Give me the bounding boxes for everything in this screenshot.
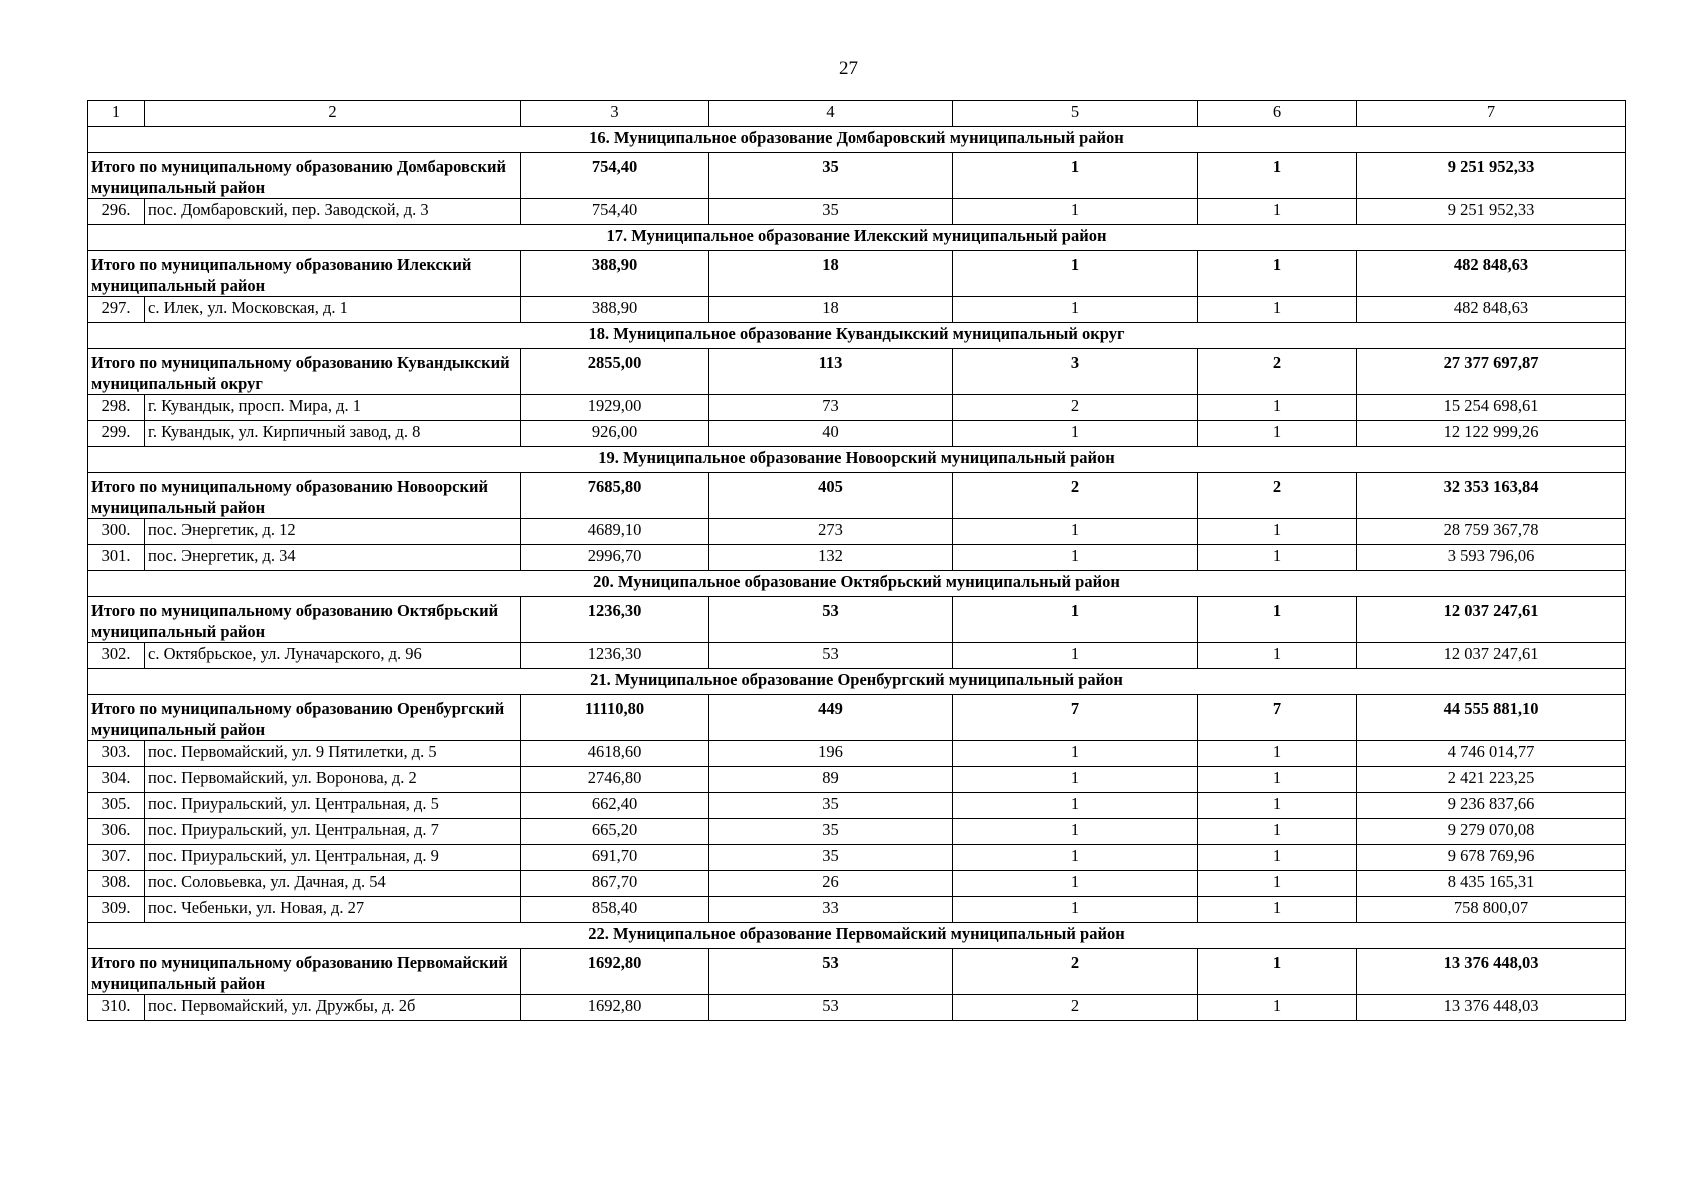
- table-row: [88, 819, 1626, 845]
- table-row: [88, 767, 1626, 793]
- total-c7: 12 037 247,61: [1357, 597, 1626, 643]
- row-c7: 8 435 165,31: [1357, 871, 1626, 897]
- column-number: 3: [521, 101, 709, 127]
- row-c4: 196: [709, 741, 953, 767]
- section-header-row: [88, 571, 1626, 597]
- row-address: пос. Первомайский, ул. Дружбы, д. 2б: [145, 995, 521, 1021]
- row-number: 298.: [88, 395, 145, 421]
- total-c3: 754,40: [521, 153, 709, 199]
- row-c6: 1: [1198, 545, 1357, 571]
- row-c4: 35: [709, 199, 953, 225]
- row-c5: 1: [953, 199, 1198, 225]
- row-address: г. Кувандык, ул. Кирпичный завод, д. 8: [145, 421, 521, 447]
- row-c7: 28 759 367,78: [1357, 519, 1626, 545]
- row-number: 306.: [88, 819, 145, 845]
- row-c3: 388,90: [521, 297, 709, 323]
- row-c7: 9 236 837,66: [1357, 793, 1626, 819]
- section-header-row: [88, 923, 1626, 949]
- row-number: 299.: [88, 421, 145, 447]
- row-c7: 3 593 796,06: [1357, 545, 1626, 571]
- row-address: пос. Чебеньки, ул. Новая, д. 27: [145, 897, 521, 923]
- row-c5: 2: [953, 395, 1198, 421]
- row-c7: 758 800,07: [1357, 897, 1626, 923]
- row-c3: 754,40: [521, 199, 709, 225]
- row-c3: 1929,00: [521, 395, 709, 421]
- row-c4: 53: [709, 643, 953, 669]
- row-c4: 33: [709, 897, 953, 923]
- section-title: 17. Муниципальное образование Илекский муниципальный район: [88, 225, 1626, 251]
- total-c3: 1692,80: [521, 949, 709, 995]
- row-c4: 273: [709, 519, 953, 545]
- table-row: [88, 845, 1626, 871]
- page-number: 27: [839, 58, 858, 79]
- row-address: г. Кувандык, просп. Мира, д. 1: [145, 395, 521, 421]
- row-number: 303.: [88, 741, 145, 767]
- row-c5: 1: [953, 741, 1198, 767]
- housing-table: [87, 100, 1626, 1021]
- table-row: [88, 297, 1626, 323]
- row-c4: 35: [709, 793, 953, 819]
- row-c4: 53: [709, 995, 953, 1021]
- table-row: [88, 871, 1626, 897]
- row-c6: 1: [1198, 643, 1357, 669]
- total-c7: 482 848,63: [1357, 251, 1626, 297]
- row-c6: 1: [1198, 395, 1357, 421]
- total-row: [88, 251, 1626, 297]
- row-c6: 1: [1198, 741, 1357, 767]
- total-c6: 1: [1198, 949, 1357, 995]
- total-label: Итого по муниципальному образованию Новоорский муниципальный район: [88, 473, 521, 519]
- table-row: [88, 741, 1626, 767]
- section-title: 16. Муниципальное образование Домбаровский муниципальный район: [88, 127, 1626, 153]
- total-row: [88, 153, 1626, 199]
- row-c5: 1: [953, 819, 1198, 845]
- row-address: пос. Приуральский, ул. Центральная, д. 7: [145, 819, 521, 845]
- row-c5: 1: [953, 643, 1198, 669]
- row-c5: 1: [953, 545, 1198, 571]
- column-number-row: [88, 101, 1626, 127]
- total-c7: 44 555 881,10: [1357, 695, 1626, 741]
- row-c7: 15 254 698,61: [1357, 395, 1626, 421]
- row-c7: 12 037 247,61: [1357, 643, 1626, 669]
- column-number: 5: [953, 101, 1198, 127]
- row-address: пос. Первомайский, ул. 9 Пятилетки, д. 5: [145, 741, 521, 767]
- section-title: 20. Муниципальное образование Октябрьский муниципальный район: [88, 571, 1626, 597]
- total-row: [88, 349, 1626, 395]
- table-row: [88, 897, 1626, 923]
- total-row: [88, 473, 1626, 519]
- total-c7: 27 377 697,87: [1357, 349, 1626, 395]
- total-row: [88, 695, 1626, 741]
- row-number: 297.: [88, 297, 145, 323]
- table-row: [88, 995, 1626, 1021]
- table-row: [88, 421, 1626, 447]
- row-c7: 13 376 448,03: [1357, 995, 1626, 1021]
- section-title: 22. Муниципальное образование Первомайский муниципальный район: [88, 923, 1626, 949]
- total-c4: 18: [709, 251, 953, 297]
- row-c4: 35: [709, 845, 953, 871]
- row-c6: 1: [1198, 897, 1357, 923]
- column-number: 6: [1198, 101, 1357, 127]
- row-c3: 2996,70: [521, 545, 709, 571]
- total-c5: 1: [953, 153, 1198, 199]
- total-c3: 388,90: [521, 251, 709, 297]
- row-c5: 1: [953, 297, 1198, 323]
- row-number: 307.: [88, 845, 145, 871]
- total-c4: 113: [709, 349, 953, 395]
- row-c7: 2 421 223,25: [1357, 767, 1626, 793]
- row-number: 308.: [88, 871, 145, 897]
- row-number: 304.: [88, 767, 145, 793]
- row-c3: 4689,10: [521, 519, 709, 545]
- row-number: 296.: [88, 199, 145, 225]
- row-c6: 1: [1198, 199, 1357, 225]
- row-c5: 1: [953, 897, 1198, 923]
- row-number: 301.: [88, 545, 145, 571]
- total-label: Итого по муниципальному образованию Первомайский муниципальный район: [88, 949, 521, 995]
- total-c6: 1: [1198, 153, 1357, 199]
- row-c7: 9 251 952,33: [1357, 199, 1626, 225]
- row-c5: 1: [953, 845, 1198, 871]
- total-c5: 7: [953, 695, 1198, 741]
- row-c5: 1: [953, 519, 1198, 545]
- section-header-row: [88, 225, 1626, 251]
- row-c6: 1: [1198, 421, 1357, 447]
- table-row: [88, 519, 1626, 545]
- total-c6: 7: [1198, 695, 1357, 741]
- total-label: Итого по муниципальному образованию Домбаровский муниципальный район: [88, 153, 521, 199]
- total-row: [88, 597, 1626, 643]
- total-c3: 7685,80: [521, 473, 709, 519]
- total-c5: 1: [953, 251, 1198, 297]
- row-number: 305.: [88, 793, 145, 819]
- row-c6: 1: [1198, 297, 1357, 323]
- row-c3: 2746,80: [521, 767, 709, 793]
- row-address: пос. Первомайский, ул. Воронова, д. 2: [145, 767, 521, 793]
- row-c3: 926,00: [521, 421, 709, 447]
- row-c4: 26: [709, 871, 953, 897]
- row-c6: 1: [1198, 871, 1357, 897]
- total-c5: 1: [953, 597, 1198, 643]
- section-header-row: [88, 127, 1626, 153]
- section-header-row: [88, 323, 1626, 349]
- total-c4: 405: [709, 473, 953, 519]
- row-c7: 12 122 999,26: [1357, 421, 1626, 447]
- total-c4: 53: [709, 597, 953, 643]
- row-number: 310.: [88, 995, 145, 1021]
- total-c7: 32 353 163,84: [1357, 473, 1626, 519]
- row-c5: 1: [953, 793, 1198, 819]
- row-c4: 132: [709, 545, 953, 571]
- row-address: с. Октябрьское, ул. Луначарского, д. 96: [145, 643, 521, 669]
- row-number: 309.: [88, 897, 145, 923]
- row-c6: 1: [1198, 519, 1357, 545]
- total-c6: 1: [1198, 597, 1357, 643]
- section-header-row: [88, 669, 1626, 695]
- total-c5: 2: [953, 949, 1198, 995]
- total-c3: 11110,80: [521, 695, 709, 741]
- total-row: [88, 949, 1626, 995]
- total-label: Итого по муниципальному образованию Оренбургский муниципальный район: [88, 695, 521, 741]
- row-c3: 4618,60: [521, 741, 709, 767]
- total-c4: 53: [709, 949, 953, 995]
- column-number: 1: [88, 101, 145, 127]
- row-c5: 2: [953, 995, 1198, 1021]
- row-c3: 691,70: [521, 845, 709, 871]
- row-c4: 35: [709, 819, 953, 845]
- row-c7: 9 279 070,08: [1357, 819, 1626, 845]
- row-address: пос. Энергетик, д. 12: [145, 519, 521, 545]
- table-row: [88, 643, 1626, 669]
- total-c6: 2: [1198, 349, 1357, 395]
- total-c4: 35: [709, 153, 953, 199]
- section-title: 21. Муниципальное образование Оренбургский муниципальный район: [88, 669, 1626, 695]
- total-label: Итого по муниципальному образованию Октябрьский муниципальный район: [88, 597, 521, 643]
- row-c3: 1692,80: [521, 995, 709, 1021]
- column-number: 2: [145, 101, 521, 127]
- section-title: 18. Муниципальное образование Кувандыкский муниципальный округ: [88, 323, 1626, 349]
- row-c4: 40: [709, 421, 953, 447]
- row-c4: 89: [709, 767, 953, 793]
- row-number: 302.: [88, 643, 145, 669]
- total-c6: 2: [1198, 473, 1357, 519]
- row-number: 300.: [88, 519, 145, 545]
- row-address: пос. Приуральский, ул. Центральная, д. 5: [145, 793, 521, 819]
- row-c7: 482 848,63: [1357, 297, 1626, 323]
- total-label: Итого по муниципальному образованию Илекский муниципальный район: [88, 251, 521, 297]
- row-c6: 1: [1198, 995, 1357, 1021]
- column-number: 4: [709, 101, 953, 127]
- row-c5: 1: [953, 421, 1198, 447]
- table-row: [88, 199, 1626, 225]
- total-c3: 1236,30: [521, 597, 709, 643]
- total-c6: 1: [1198, 251, 1357, 297]
- total-c5: 3: [953, 349, 1198, 395]
- row-c6: 1: [1198, 819, 1357, 845]
- row-c3: 665,20: [521, 819, 709, 845]
- total-c5: 2: [953, 473, 1198, 519]
- total-c7: 9 251 952,33: [1357, 153, 1626, 199]
- row-c3: 858,40: [521, 897, 709, 923]
- table-body: [88, 101, 1626, 1021]
- row-c7: 4 746 014,77: [1357, 741, 1626, 767]
- row-c6: 1: [1198, 793, 1357, 819]
- row-c3: 662,40: [521, 793, 709, 819]
- section-header-row: [88, 447, 1626, 473]
- row-c6: 1: [1198, 845, 1357, 871]
- row-c4: 73: [709, 395, 953, 421]
- table-row: [88, 793, 1626, 819]
- table-row: [88, 545, 1626, 571]
- row-c7: 9 678 769,96: [1357, 845, 1626, 871]
- table-row: [88, 395, 1626, 421]
- row-address: пос. Соловьевка, ул. Дачная, д. 54: [145, 871, 521, 897]
- row-c6: 1: [1198, 767, 1357, 793]
- row-c3: 867,70: [521, 871, 709, 897]
- row-address: с. Илек, ул. Московская, д. 1: [145, 297, 521, 323]
- total-c3: 2855,00: [521, 349, 709, 395]
- row-address: пос. Энергетик, д. 34: [145, 545, 521, 571]
- row-c5: 1: [953, 871, 1198, 897]
- total-label: Итого по муниципальному образованию Кувандыкский муниципальный округ: [88, 349, 521, 395]
- row-address: пос. Приуральский, ул. Центральная, д. 9: [145, 845, 521, 871]
- row-c4: 18: [709, 297, 953, 323]
- total-c4: 449: [709, 695, 953, 741]
- total-c7: 13 376 448,03: [1357, 949, 1626, 995]
- row-c5: 1: [953, 767, 1198, 793]
- column-number: 7: [1357, 101, 1626, 127]
- section-title: 19. Муниципальное образование Новоорский муниципальный район: [88, 447, 1626, 473]
- row-c3: 1236,30: [521, 643, 709, 669]
- row-address: пос. Домбаровский, пер. Заводской, д. 3: [145, 199, 521, 225]
